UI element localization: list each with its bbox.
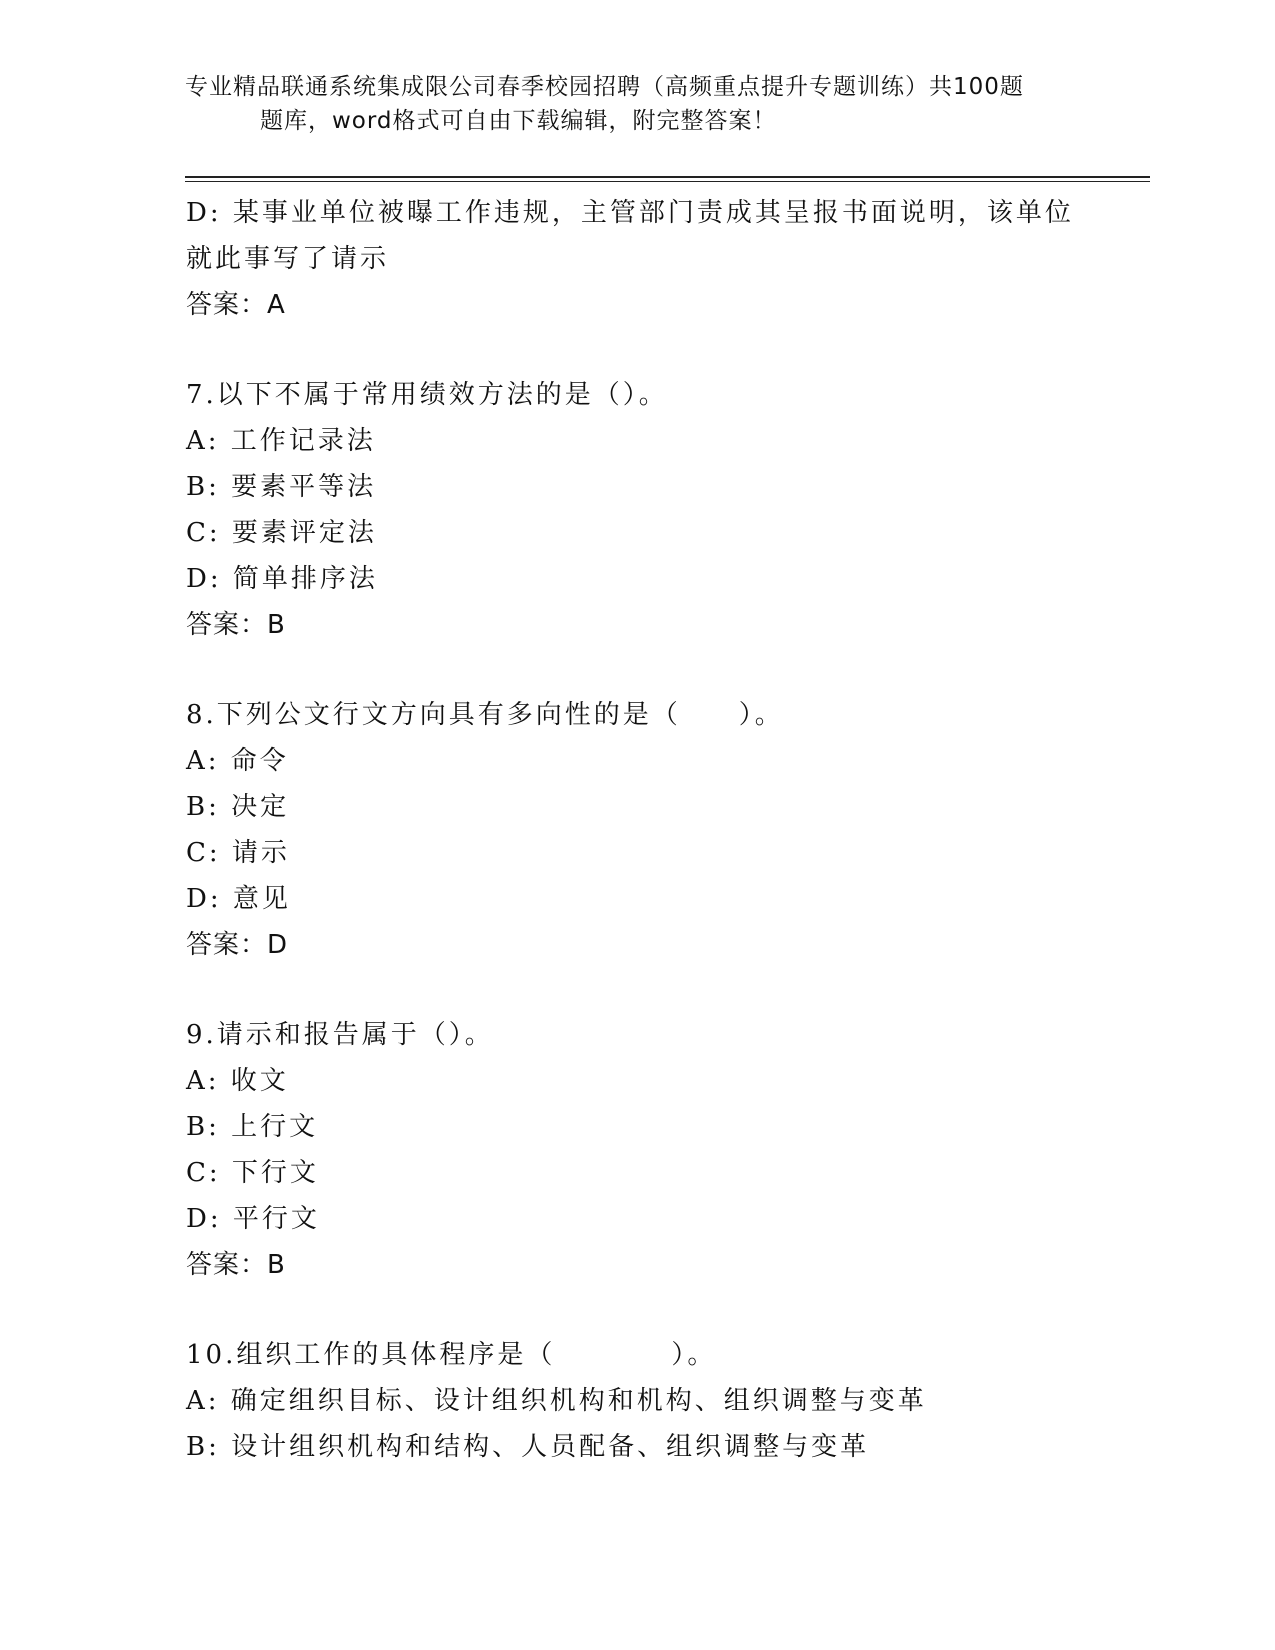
answer-line: 答案：B [186, 1250, 286, 1280]
header-divider-thick [185, 176, 1150, 178]
question-stem: 8.下列公文行文方向具有多向性的是（ ）。 [186, 700, 784, 730]
answer-line: 答案：D [186, 930, 289, 960]
question-stem: 10.组织工作的具体程序是（ ）。 [186, 1340, 717, 1370]
question-content [186, 190, 1146, 1470]
option-b: B: 上行文 [186, 1112, 319, 1142]
option-a: A: 命令 [186, 746, 289, 776]
option-d-line1: D: 某事业单位被曝工作违规，主管部门责成其呈报书面说明，该单位 [186, 198, 1074, 228]
option-c: C: 请示 [186, 838, 290, 868]
question-block-9 [186, 1012, 1146, 1288]
question-block-8 [186, 692, 1146, 968]
question-stem: 7.以下不属于常用绩效方法的是（）。 [186, 380, 668, 410]
header-title-line2: 题库，word格式可自由下载编辑，附完整答案！ [260, 108, 777, 134]
spacer [186, 968, 1146, 1012]
spacer [186, 328, 1146, 372]
spacer [186, 648, 1146, 692]
header-title-line1: 专业精品联通系统集成限公司春季校园招聘（高频重点提升专题训练）共100题 [185, 74, 1024, 100]
option-a: A: 收文 [186, 1066, 289, 1096]
question-stem: 9.请示和报告属于（）。 [186, 1020, 494, 1050]
option-d: D: 简单排序法 [186, 564, 378, 594]
question-block-prev [186, 190, 1146, 328]
option-b: B: 要素平等法 [186, 472, 377, 502]
option-c: C: 下行文 [186, 1158, 319, 1188]
question-block-10 [186, 1332, 1146, 1470]
option-d-line2: 就此事写了请示 [186, 244, 390, 274]
option-c: C: 要素评定法 [186, 518, 377, 548]
answer-line: 答案：B [186, 610, 286, 640]
option-a: A: 确定组织目标、设计组织机构和机构、组织调整与变革 [186, 1386, 927, 1416]
option-d: D: 意见 [186, 884, 291, 914]
header-divider-thin [185, 181, 1150, 182]
spacer [186, 1288, 1146, 1332]
option-b: B: 设计组织机构和结构、人员配备、组织调整与变革 [186, 1432, 870, 1462]
option-b: B: 决定 [186, 792, 290, 822]
answer-line: 答案：A [186, 290, 286, 320]
document-header [185, 70, 1065, 138]
option-a: A: 工作记录法 [186, 426, 376, 456]
question-block-7 [186, 372, 1146, 648]
option-d: D: 平行文 [186, 1204, 320, 1234]
